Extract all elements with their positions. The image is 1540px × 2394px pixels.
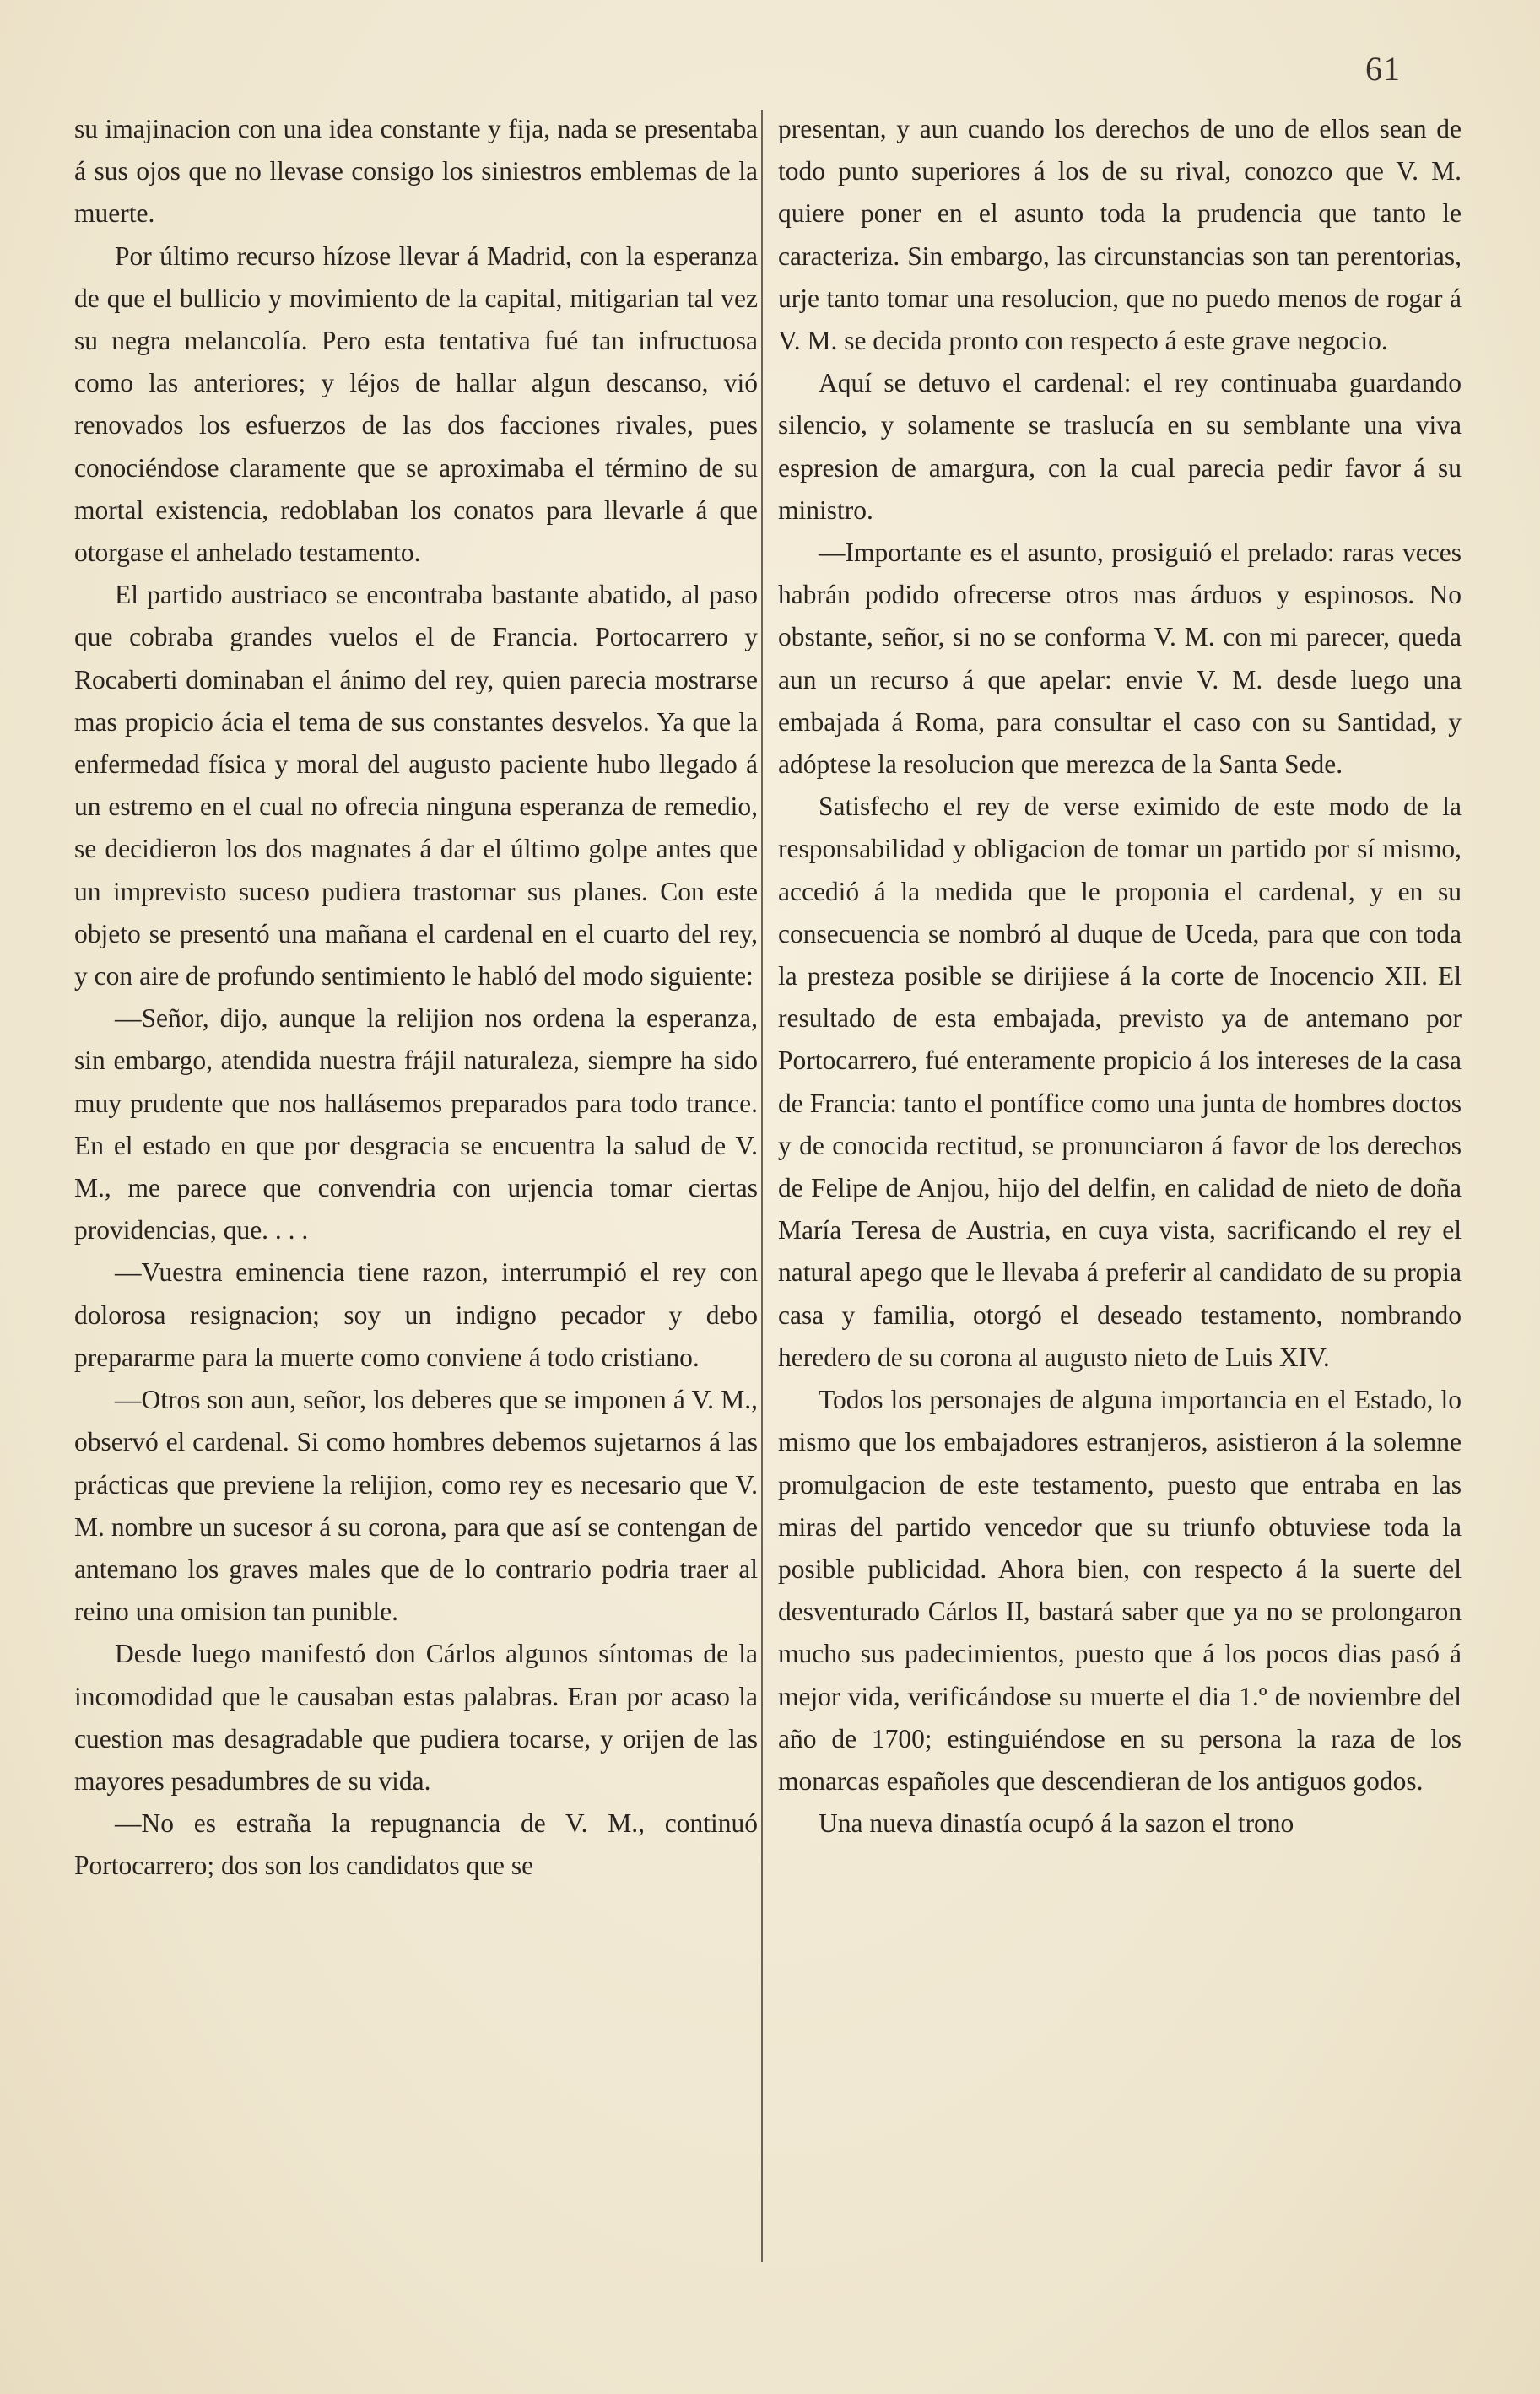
paragraph: Una nueva dinastía ocupó á la sazon el trono: [819, 1808, 1294, 1839]
left-text-column: [74, 108, 758, 1888]
paragraph: Por último recurso hízose llevar á Madrid, con la esperanza de que el bullicio y movimiento de la capital, mitigarian tal vez su negra melancolía. Pero esta tentativa fué tan infructuosa como las anteriores; y léjos de hallar algun descanso, vió renovados los esfuerzos de las dos facciones rivales, pues conociéndose claramente que se aproximaba el término de su mortal existencia, redoblaban los conatos para llevarle á que otorgase el anhelado testamento.: [74, 240, 758, 568]
paragraph: —Señor, dijo, aunque la relijion nos ordena la esperanza, sin embargo, atendida nuestra frájil naturaleza, siempre ha sido muy prudente que nos hallásemos preparados para todo trance. En el estado en que por desgracia se encuentra la salud de V. M., me parece que convendria con urjencia tomar ciertas providencias, que. . . .: [74, 1003, 758, 1246]
paragraph: Todos los personajes de alguna importancia en el Estado, lo mismo que los embajadores estranjeros, asistieron á la solemne promulgacion de este testamento, puesto que entraba en las miras del partido vencedor que su triunfo obtuviese toda la posible publicidad. Ahora bien, con respecto á la suerte del desventurado Cárlos II, bastará saber que ya no se prolongaron mucho sus padecimientos, puesto que á los pocos dias pasó á mejor vida, verificándose su muerte el dia 1.º de noviembre del año de 1700; estinguiéndose en su persona la raza de los monarcas españoles que descendieran de los antiguos godos.: [778, 1385, 1462, 1796]
paragraph: su imajinacion con una idea constante y fija, nada se presentaba á sus ojos que no llevase consigo los siniestros emblemas de la muerte.: [74, 114, 758, 229]
paragraph: El partido austriaco se encontraba bastante abatido, al paso que cobraba grandes vuelos el de Francia. Portocarrero y Rocaberti dominaban el ánimo del rey, quien parecia mostrarse mas propicio ácia el tema de sus constantes desvelos. Ya que la enfermedad física y moral del augusto paciente hubo llegado á un estremo en el cual no ofrecia ninguna esperanza de remedio, se decidieron los dos magnates á dar el último golpe antes que un imprevisto suceso pudiera trastornar sus planes. Con este objeto se presentó una mañana el cardenal en el cuarto del rey, y con aire de profundo sentimiento le habló del modo siguiente:: [74, 580, 758, 992]
paragraph: Desde luego manifestó don Cárlos algunos síntomas de la incomodidad que le causaban estas palabras. Eran por acaso la cuestion mas desagradable que pudiera tocarse, y orijen de las mayores pesadumbres de su vida.: [74, 1639, 758, 1796]
paragraph: —Vuestra eminencia tiene razon, interrumpió el rey con dolorosa resignacion; soy un indigno pecador y debo prepararme para la muerte como conviene á todo cristiano.: [74, 1257, 758, 1372]
page-number: 61: [1365, 50, 1401, 88]
right-text-column: [778, 108, 1462, 1845]
paragraph: Satisfecho el rey de verse eximido de este modo de la responsabilidad y obligacion de tomar un partido por sí mismo, accedió á la medida que le proponia el cardenal, y en su consecuencia se nombró al duque de Uceda, para que con toda la presteza posible se dirijiese á la corte de Inocencio XII. El resultado de esta embajada, previsto ya de antemano por Portocarrero, fué enteramente propicio á los intereses de la casa de Francia: tanto el pontífice como una junta de hombres doctos y de conocida rectitud, se pronunciaron á favor de los derechos de Felipe de Anjou, hijo del delfin, en calidad de nieto de doña María Teresa de Austria, en cuya vista, sacrificando el rey el natural apego que le llevaba á preferir al candidato de su propia casa y familia, otorgó el deseado testamento, nombrando heredero de su corona al augusto nieto de Luis XIV.: [778, 792, 1462, 1372]
paragraph: presentan, y aun cuando los derechos de uno de ellos sean de todo punto superiores á los de su rival, conozco que V. M. quiere poner en el asunto toda la prudencia que tanto le caracteriza. Sin embargo, las circunstancias son tan perentorias, urje tanto tomar una resolucion, que no puedo menos de rogar á V. M. se decida pronto con respecto á este grave negocio.: [778, 114, 1462, 356]
paragraph: —No es estraña la repugnancia de V. M., continuó Portocarrero; dos son los candidatos que se: [74, 1808, 758, 1881]
paragraph: Aquí se detuvo el cardenal: el rey continuaba guardando silencio, y solamente se traslucía en su semblante una viva espresion de amargura, con la cual parecia pedir favor á su ministro.: [778, 368, 1462, 525]
paragraph: —Otros son aun, señor, los deberes que se imponen á V. M., observó el cardenal. Si como hombres debemos sujetarnos á las prácticas que previene la relijion, como rey es necesario que V. M. nombre un sucesor á su corona, para que así se contengan de antemano los graves males que de lo contrario podria traer al reino una omision tan punible.: [74, 1385, 758, 1627]
paragraph: —Importante es el asunto, prosiguió el prelado: raras veces habrán podido ofrecerse otros mas árduos y espinosos. No obstante, señor, si no se conforma V. M. con mi parecer, queda aun un recurso á que apelar: envie V. M. desde luego una embajada á Roma, para consultar el caso con su Santidad, y adóptese la resolucion que merezca de la Santa Sede.: [778, 538, 1462, 780]
column-divider: [761, 110, 763, 2262]
